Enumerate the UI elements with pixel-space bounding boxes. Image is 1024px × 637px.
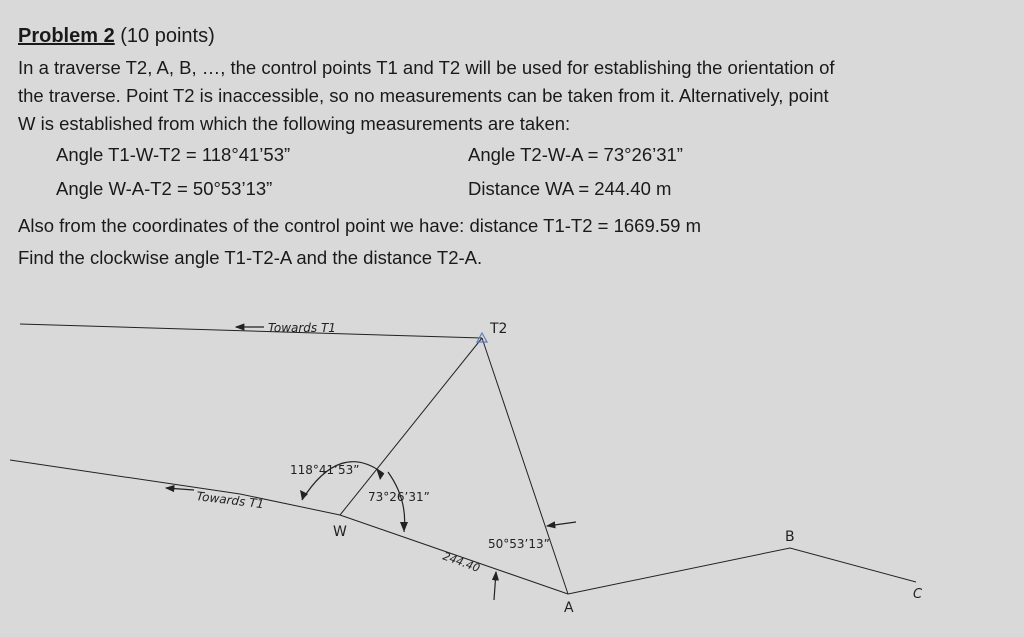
label-distance-wa: 244.40 xyxy=(440,549,482,575)
line-w-t2 xyxy=(340,338,482,515)
line-a-b-c xyxy=(568,548,916,594)
problem-title: Problem 2 xyxy=(18,25,115,47)
label-point-c: C xyxy=(913,587,923,602)
arc-arrow-icon xyxy=(400,522,408,532)
label-towards-t1-top: Towards T1 xyxy=(268,321,336,335)
given-angle-w-a-t2: Angle W-A-T2 = 50°53’13” xyxy=(56,178,273,199)
given-distance-wa: Distance WA = 244.40 m xyxy=(468,178,672,199)
description-line: the traverse. Point T2 is inaccessible, so no measurements can be taken from it. Alternatively, point xyxy=(18,85,829,106)
given-measurements xyxy=(18,142,1008,210)
control-distance-line: Also from the coordinates of the control point we have: distance T1-T2 = 1669.59 m xyxy=(18,215,702,236)
label-point-w: W xyxy=(333,524,347,540)
problem-description xyxy=(18,54,1008,138)
label-angle-t2-w-a: 73°26’31” xyxy=(368,490,430,504)
problem-heading xyxy=(18,22,1008,50)
label-angle-w-a-t2: 50°53’13” xyxy=(488,537,550,551)
problem-points: (10 points) xyxy=(120,25,215,47)
label-towards-t1-bottom: Towards T1 xyxy=(195,489,265,512)
arrow-angle-a-icon xyxy=(547,522,576,526)
line-t2-towards-t1 xyxy=(20,324,482,338)
label-angle-t1-w-t2: 118°41’53” xyxy=(290,463,360,477)
arc-arrow-icon xyxy=(300,490,308,500)
description-line: W is established from which the following measurements are taken: xyxy=(18,113,571,134)
arrow-distance-icon xyxy=(494,572,496,600)
problem-text xyxy=(18,22,1008,274)
question-line: Find the clockwise angle T1-T2-A and the distance T2-A. xyxy=(18,247,483,268)
line-t2-a xyxy=(482,338,568,594)
given-angle-t1-w-t2: Angle T1-W-T2 = 118°41’53” xyxy=(56,144,291,165)
label-point-a: A xyxy=(564,600,574,616)
given-angle-t2-w-a: Angle T2-W-A = 73°26’31” xyxy=(468,144,683,165)
arc-arrow-icon xyxy=(376,468,384,480)
traverse-diagram xyxy=(0,300,1024,637)
label-point-t2: T2 xyxy=(490,321,508,337)
arrow-towards-t1-bottom-icon xyxy=(166,488,194,490)
description-line: In a traverse T2, A, B, …, the control points T1 and T2 will be used for establishing the orientation of xyxy=(18,57,835,78)
label-point-b: B xyxy=(785,529,795,545)
line-t1-w-a xyxy=(10,460,568,594)
